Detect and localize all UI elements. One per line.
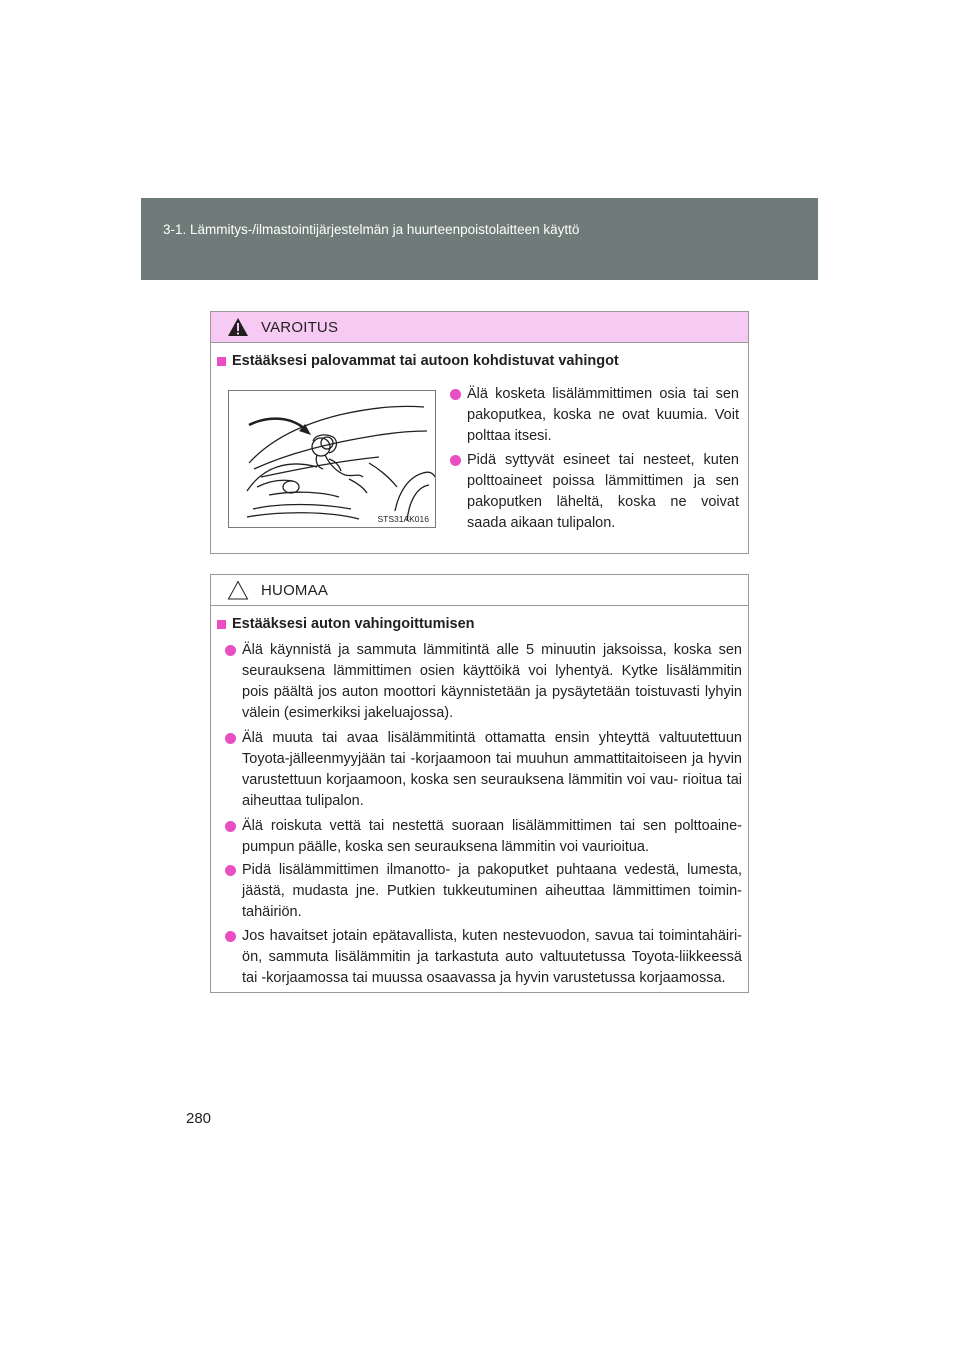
square-bullet-icon <box>217 357 226 366</box>
warning-section-title <box>217 353 619 369</box>
notice-section-title <box>217 616 475 632</box>
notice-bullet-text: Älä käynnistä ja sammuta lämmitintä alle 5 minuutin jaksoissa, koska sen seurauksena lämmittimen osien käyttöikä voi lyhentyä. Kytke lisälämmitin pois päältä jos auton moottori käynnistetään ja pysäytetään toistuvasti lyhyin välein (esimerkiksi jakeluajossa). <box>242 642 742 721</box>
notice-bullet <box>242 816 742 858</box>
round-bullet-icon <box>450 389 461 400</box>
page-number: 280 <box>186 1110 212 1127</box>
notice-section-title-text: Estääksesi auton vahingoittumisen <box>232 616 475 632</box>
round-bullet-icon <box>450 455 461 466</box>
heater-illustration <box>228 390 436 528</box>
notice-bullet-text: Älä roiskuta vettä tai nestettä suoraan lisälämmittimen tai sen polttoaine- pumpun päälle, koska sen seurauksena lämmitin voi vaurioitua. <box>242 818 742 855</box>
notice-bullet <box>242 728 742 812</box>
notice-bullet <box>242 926 742 989</box>
warning-box <box>210 311 749 554</box>
warning-section-title-text: Estääksesi palovammat tai autoon kohdistuvat vahingot <box>232 353 619 369</box>
chapter-title: 3-1. Lämmitys-/ilmastointijärjestelmän ja huurteenpoistolaitteen käyttö <box>163 222 580 237</box>
figure-code: STS31AK016 <box>377 514 429 524</box>
warning-bullet-text: Älä kosketa lisälämmittimen osia tai sen pakoputkea, koska ne ovat kuumia. Voit polttaa itsesi. <box>467 386 739 444</box>
round-bullet-icon <box>225 733 236 744</box>
caution-triangle-icon <box>227 580 249 600</box>
round-bullet-icon <box>225 931 236 942</box>
warning-bullet <box>467 384 739 447</box>
notice-bullet-text: Jos havaitset jotain epätavallista, kuten nestevuodon, savua tai toimintahäiri- ön, sammuta lisälämmitin ja tarkastuta auto valtuutetussa Toyota-liikkeessä tai -korjaamossa tai muussa osaavassa ja hyvin varustetussa korjaamossa. <box>242 928 742 986</box>
notice-bullet-text: Älä muuta tai avaa lisälämmitintä ottamatta ensin yhteyttä valtuutettuun Toyota-jälleenmyyjään tai -korjaamoon tai muuhun ammattitaitoiseen ja hyvin varustettuun korjaamoon, koska sen seurauksena lämmitin voi vau- rioitua tai aiheuttaa tulipalon. <box>242 730 742 809</box>
chapter-header <box>141 198 818 280</box>
warning-header <box>211 312 748 343</box>
car-front-icon <box>229 391 435 527</box>
round-bullet-icon <box>225 645 236 656</box>
round-bullet-icon <box>225 821 236 832</box>
warning-bullet-text: Pidä syttyvät esineet tai nesteet, kuten polttoaineet poissa lämmittimen ja sen pakoputken läheltä, koska ne voivat saada aikaan tulipalon. <box>467 452 739 531</box>
notice-header <box>211 575 748 606</box>
warning-bullet <box>467 450 739 534</box>
notice-bullet <box>242 860 742 923</box>
notice-label: HUOMAA <box>261 581 329 599</box>
notice-box <box>210 574 749 993</box>
round-bullet-icon <box>225 865 236 876</box>
notice-bullet-text: Pidä lisälämmittimen ilmanotto- ja pakoputket puhtaana vedestä, lumesta, jäästä, mudasta jne. Putkien tukkeutuminen aiheuttaa lämmittimen toimin- tahäiriön. <box>242 862 742 920</box>
square-bullet-icon <box>217 620 226 629</box>
warning-label: VAROITUS <box>261 318 339 336</box>
warning-triangle-icon <box>227 317 249 337</box>
notice-bullet <box>242 640 742 724</box>
